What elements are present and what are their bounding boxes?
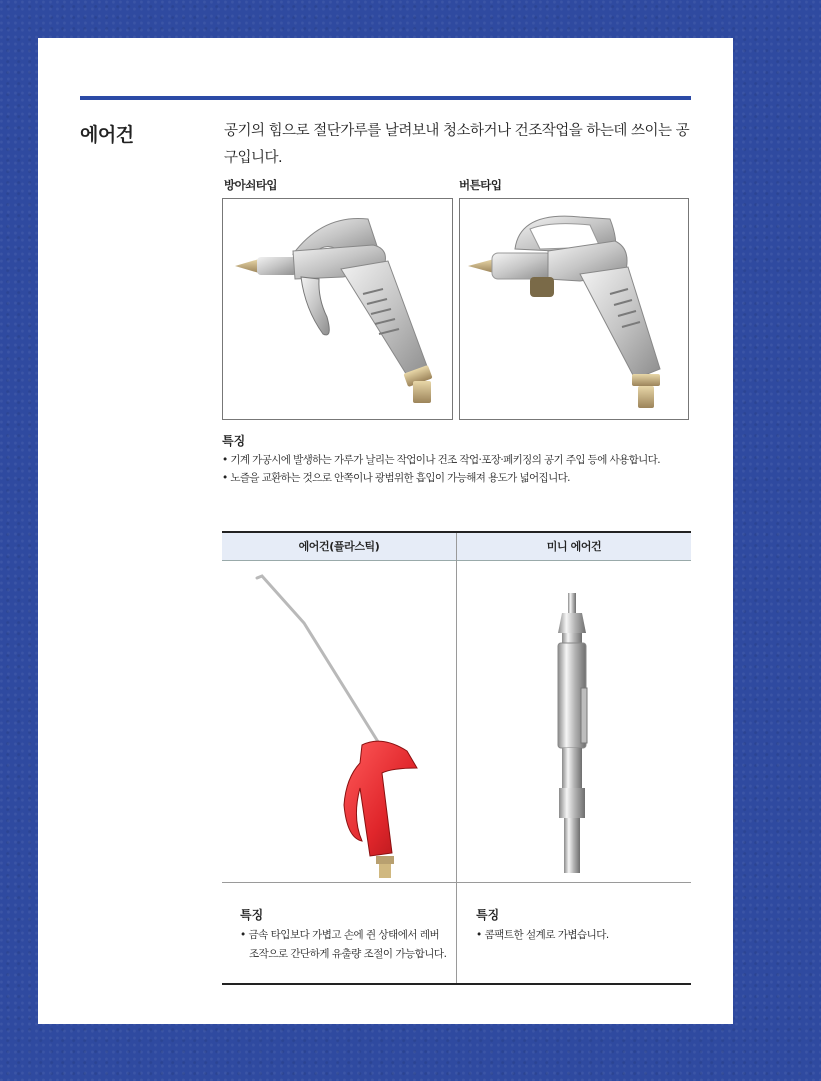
caption-trigger-type: 방아쇠타입 <box>224 178 278 192</box>
mini-features-heading: 특징 <box>476 908 500 922</box>
mini-feature-item: • 콤팩트한 설계로 가볍습니다. <box>476 926 609 945</box>
caption-button-type: 버튼타입 <box>459 178 502 192</box>
intro-text: 공기의 힘으로 절단가루를 날려보내 청소하거나 건조작업을 하는데 쓰이는 공구입니다. <box>224 123 690 166</box>
table-header-mini: 미니 에어건 <box>546 540 602 553</box>
photo-button-airgun <box>459 198 689 420</box>
accent-bar <box>80 96 691 100</box>
feature-item: • 노즐을 교환하는 것으로 안쪽이나 광범위한 흡입이 가능해져 용도가 넓어집니다. <box>222 469 660 487</box>
features-list <box>222 451 660 487</box>
product-table <box>222 531 691 985</box>
row-divider <box>222 882 691 883</box>
column-divider <box>456 533 457 983</box>
section-title: 에어건 <box>80 124 134 146</box>
features-heading: 특징 <box>222 434 246 448</box>
plastic-features-list <box>240 926 446 964</box>
photo-plastic-airgun <box>242 573 442 878</box>
plastic-features-heading: 특징 <box>240 908 264 922</box>
feature-item: • 기계 가공시에 발생하는 가루가 날리는 작업이나 건조 작업·포장·페키징의 공기 주입 등에 사용합니다. <box>222 451 660 469</box>
table-header-plastic: 에어건(플라스틱) <box>298 540 380 553</box>
mini-features-list <box>476 926 609 945</box>
catalog-page <box>38 38 733 1024</box>
plastic-feature-item: • 금속 타입보다 가볍고 손에 쥔 상태에서 레버 <box>240 926 446 945</box>
plastic-feature-continuation: 조작으로 간단하게 유출량 조절이 가능합니다. <box>249 948 447 960</box>
photo-mini-airgun <box>522 593 622 873</box>
photo-trigger-airgun <box>222 198 453 420</box>
